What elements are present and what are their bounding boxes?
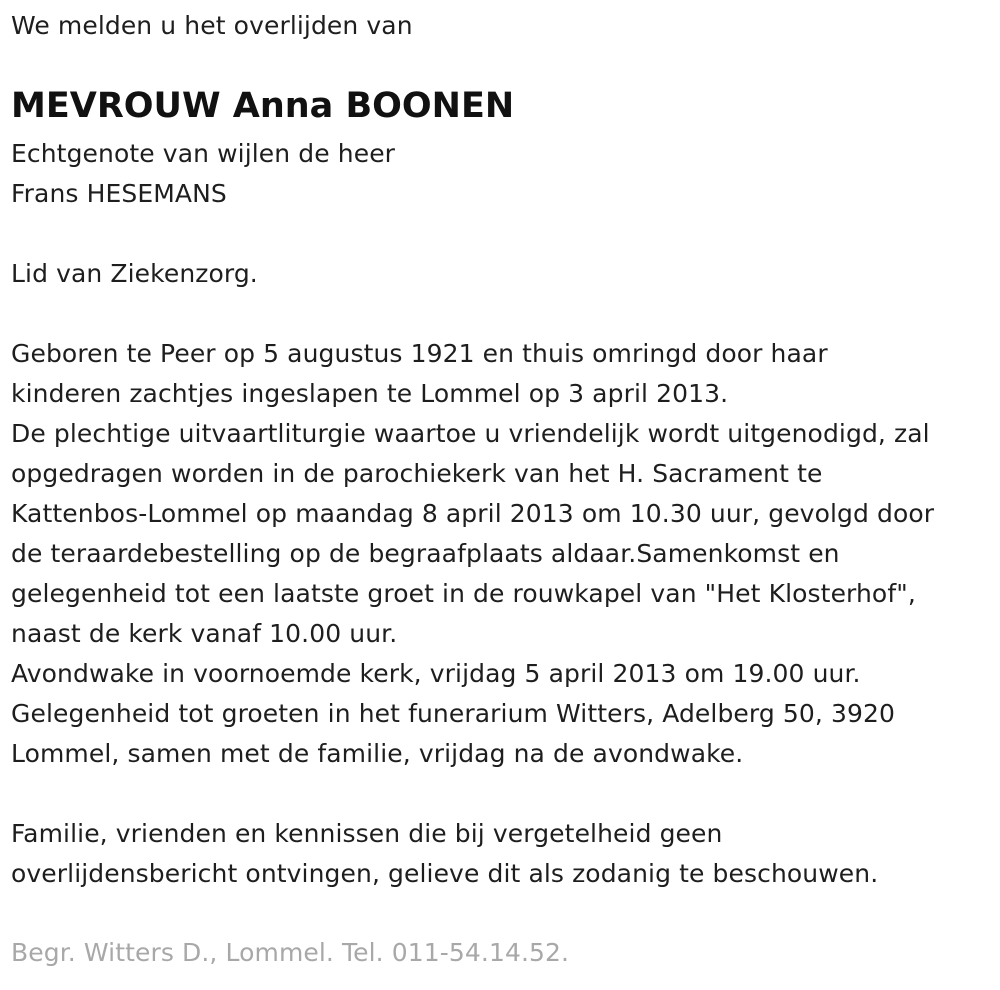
body-line: kinderen zachtjes ingeslapen te Lommel op 3 april 2013. — [11, 379, 729, 408]
intro-text: We melden u het overlijden van — [11, 11, 413, 40]
funeral-home-footer: Begr. Witters D., Lommel. Tel. 011-54.14.52. — [11, 938, 570, 967]
notice-line: overlijdensbericht ontvingen, gelieve dit als zodanig te beschouwen. — [11, 859, 879, 888]
body-line: De plechtige uitvaartliturgie waartoe u vriendelijk wordt uitgenodigd, zal — [11, 419, 930, 448]
body-line: Avondwake in voornoemde kerk, vrijdag 5 april 2013 om 19.00 uur. — [11, 659, 861, 688]
spouse-line: Echtgenote van wijlen de heer — [11, 139, 396, 168]
body-line: Geboren te Peer op 5 augustus 1921 en thuis omringd door haar — [11, 339, 828, 368]
body-line: opgedragen worden in de parochiekerk van het H. Sacrament te — [11, 459, 823, 488]
funeral-details — [11, 334, 934, 774]
spouse-info — [11, 134, 395, 214]
body-line: Gelegenheid tot groeten in het funerarium Witters, Adelberg 50, 3920 — [11, 699, 895, 728]
spouse-line: Frans HESEMANS — [11, 179, 227, 208]
body-line: gelegenheid tot een laatste groet in de rouwkapel van "Het Klosterhof", — [11, 579, 916, 608]
notice-text — [11, 814, 878, 894]
deceased-name: MEVROUW Anna BOONEN — [11, 86, 515, 126]
membership-text: Lid van Ziekenzorg. — [11, 259, 258, 288]
notice-line: Familie, vrienden en kennissen die bij vergetelheid geen — [11, 819, 723, 848]
body-line: naast de kerk vanaf 10.00 uur. — [11, 619, 398, 648]
body-line: Lommel, samen met de familie, vrijdag na de avondwake. — [11, 739, 744, 768]
body-line: de teraardebestelling op de begraafplaats aldaar.Samenkomst en — [11, 539, 840, 568]
body-line: Kattenbos-Lommel op maandag 8 april 2013 om 10.30 uur, gevolgd door — [11, 499, 935, 528]
